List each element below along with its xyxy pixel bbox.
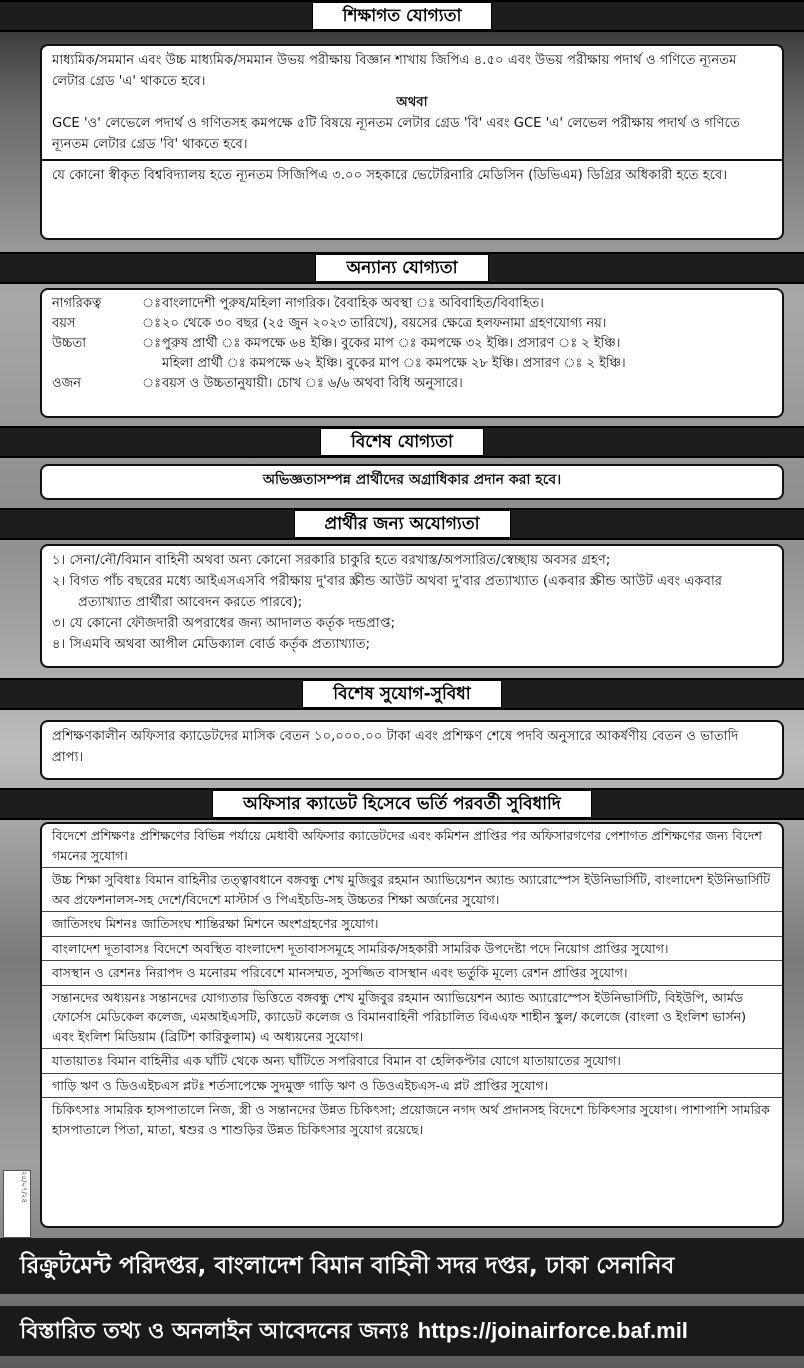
disqual-box [40, 544, 784, 668]
education-box [40, 44, 784, 240]
perks-heading: বিশেষ সুযোগ-সুবিধা [302, 680, 502, 708]
benefit-item: চিকিৎসাঃ সামরিক হাসপাতালে নিজ, স্ত্রী ও সন্তানদের উন্নত চিকিৎসা; প্রয়োজনে নগদ অর্থ প্রদানসহ বিদেশে চিকিৎসার সুযোগ। পাশাপাশি সামরিক হাসপাতালে পিতা, মাতা, শ্বশুর ও শাশুড়ির উন্নত চিকিৎসার সুযোগ রয়েছে। [42, 1097, 782, 1141]
education-gce: GCE 'ও' লেভেলে পদার্থ ও গণিতসহ কমপক্ষে ৫টি বিষয়ে ন্যূনতম লেটার গ্রেড 'বি' এবং GCE 'এ' লেভেল পরীক্ষায় পদার্থ ও গণিতে ন্যূনতম লেটার গ্রেড 'বি' থাকতে হবে। [52, 116, 740, 152]
benefit-item: গাড়ি ঋণ ও ডিওএইচএস প্লটঃ শর্তসাপেক্ষে সুদমুক্ত গাড়ি ঋণ ও ডিওএইচএস-এ প্লট প্রাপ্তির সুযোগ। [42, 1073, 782, 1098]
other-row: মহিলা প্রার্থী ঃ কমপক্ষে ৬২ ইঞ্চি। বুকের মাপ ঃ কমপক্ষে ২৮ ইঞ্চি। প্রসারণ ঃ ২ ইঞ্চি। [162, 356, 626, 371]
special-heading: বিশেষ যোগ্যতা [320, 428, 484, 456]
special-box [40, 464, 784, 500]
list-item: ২। বিগত পাঁচ বছরের মধ্যে আইএসএসবি পরীক্ষায় দু'বার স্ক্রীন্ড আউট অথবা দু'বার প্রত্যাখ্যাত (একবার স্ক্রীন্ড আউট এবং একবার প্রত্যাখ্যাত প্রার্থীরা আবেদন করতে পারবে); [52, 574, 723, 610]
footer-apply-label: বিস্তারিত তথ্য ও অনলাইন আবেদনের জন্যঃ [20, 1319, 411, 1344]
disqual-header [0, 508, 804, 540]
disqual-list [42, 546, 782, 659]
benefits-box [40, 822, 784, 1228]
benefit-item: জাতিসংঘ মিশনঃ জাতিসংঘ শান্তিরক্ষা মিশনে অংশগ্রহণের সুযোগ। [42, 911, 782, 936]
benefit-item: সন্তানদের অধ্যয়নঃ সন্তানদের যোগ্যতার ভিত্তিতে বঙ্গবন্ধু শেখ মুজিবুর রহমান অ্যাভিয়েশন অ্যান্ড অ্যারোস্পেস ইউনিভার্সিটি, বিইউপি, আর্মড ফোর্সেস মেডিকেল কলেজ, এমআইএসটি, ক্যাডেট কলেজ ও বিমানবাহিনী পরিচালিত বিএএফ শাহীন স্কুল/ কলেজে (বাংলা ও ইংলিশ ভার্সন) এবং ইংলিশ মিডিয়াম (ব্রিটিশ কারিকুলাম) এ অধ্যয়নের সুযোগ। [42, 985, 782, 1049]
perks-header [0, 678, 804, 710]
other-table [52, 294, 772, 394]
education-heading: শিক্ষাগত যোগ্যতা [312, 2, 493, 30]
benefit-item: উচ্চ শিক্ষা সুবিধাঃ বিমান বাহিনীর তত্ত্বাবধানে বঙ্গবন্ধু শেখ মুজিবুর রহমান অ্যাভিয়েশন অ্যান্ড অ্যারোস্পেস ইউনিভার্সিটি, বাংলাদেশ ইউনিভার্সিটি অব প্রফেশনালস-সহ দেশে/বিদেশে মাস্টার্স ও পিএইচডি-সহ উচ্চতর শিক্ষা অর্জনের সুযোগ। [42, 867, 782, 911]
list-item: ১। সেনা/নৌ/বিমান বাহিনী অথবা অন্য কোনো সরকারি চাকুরি হতে বরখাস্ত/অপসারিত/স্বেচ্ছায় অবসর গ্রহণ; [52, 553, 611, 568]
other-header [0, 252, 804, 284]
list-item: ৩। যে কোনো ফৌজদারী অপরাধের জন্য আদালত কর্তৃক দন্ডপ্রাপ্ত; [52, 616, 396, 631]
footer-url-link[interactable]: https://joinairforce.baf.mil [417, 1318, 688, 1343]
dfp-stamp: ২৫/০৭/২৪ [3, 1170, 31, 1238]
benefit-item: বাংলাদেশ দূতাবাসঃ বিদেশে অবস্থিত বাংলাদেশ দূতাবাসসমূহে সামরিক/সহকারী সামরিক উপদেষ্টা পদে নিয়োগ প্রাপ্তির সুযোগ। [42, 936, 782, 961]
special-header [0, 426, 804, 458]
benefit-item: যাতায়াতঃ বিমান বাহিনীর এক ঘাঁটি থেকে অন্য ঘাঁটিতে সপরিবারে বিমান বা হেলিকপ্টার যোগে যাতায়াতের সুযোগ। [42, 1048, 782, 1073]
benefit-item: বাসস্থান ও রেশনঃ নিরাপদ ও মনোরম পরিবেশে মানসম্মত, সুসজ্জিত বাসস্থান এবং ভর্তুকি মূল্যে রেশন প্রাপ্তির সুযোগ। [42, 960, 782, 985]
footer-apply [0, 1306, 804, 1356]
other-row: নাগরিকত্ব ঃ বাংলাদেশী পুরুষ/মহিলা নাগরিক। বৈবাহিক অবস্থা ঃ অবিবাহিত/বিবাহিত। [52, 296, 544, 311]
other-heading: অন্যান্য যোগ্যতা [315, 254, 488, 282]
education-header [0, 0, 804, 32]
disqual-heading: প্রার্থীর জন্য অযোগ্যতা [294, 510, 511, 538]
benefits-heading: অফিসার ক্যাডেট হিসেবে ভর্তি পরবর্তী সুবিধাদি [212, 790, 592, 818]
education-dvm: যে কোনো স্বীকৃত বিশ্ববিদ্যালয় হতে ন্যূনতম সিজিপিএ ৩.০০ সহকারে ভেটেরিনারি মেডিসিন (ডিভিএম) ডিগ্রির অধিকারী হতে হবে। [52, 168, 728, 183]
footer-address: রিক্রুটমেন্ট পরিদপ্তর, বাংলাদেশ বিমান বাহিনী সদর দপ্তর, ঢাকা সেনানিব [0, 1238, 804, 1294]
education-ssc-hsc: মাধ্যমিক/সমমান এবং উচ্চ মাধ্যমিক/সমমান উভয় পরীক্ষায় বিজ্ঞান শাখায় জিপিএ ৪.৫০ এবং উভয় পরীক্ষায় পদার্থ ও গণিতে ন্যূনতম লেটার গ্রেড 'এ' থাকতে হবে। [52, 53, 737, 89]
other-box [40, 288, 784, 418]
other-row: ওজন ঃ বয়স ও উচ্চতানুযায়ী। চোখ ঃ ৬/৬ অথবা বিধি অনুসারে। [52, 376, 463, 391]
other-row: উচ্চতা ঃ পুরুষ প্রার্থী ঃ কমপক্ষে ৬৪ ইঞ্চি। বুকের মাপ ঃ কমপক্ষে ৩২ ইঞ্চি। প্রসারণ ঃ ২ ইঞ্চি। [52, 336, 621, 351]
list-item: ৪। সিএমবি অথবা আপীল মেডিক্যাল বোর্ড কর্তৃক প্রত্যাখ্যাত; [52, 637, 371, 652]
benefits-header [0, 788, 804, 820]
perks-box [40, 720, 784, 780]
benefit-item: বিদেশে প্রশিক্ষণঃ প্রশিক্ষণের বিভিন্ন পর্যায়ে মেধাবী অফিসার ক্যাডেটদের এবং কমিশন প্রাপ্তির পর অফিসারগণের পেশাগত প্রশিক্ষণের জন্য বিদেশ গমনের সুযোগ। [52, 828, 762, 863]
perks-text: প্রশিক্ষণকালীন অফিসার ক্যাডেটদের মাসিক বেতন ১০,০০০.০০ টাকা এবং প্রশিক্ষণ শেষে পদবি অনুসারে আকর্ষণীয় বেতন ও ভাতাদি প্রাপ্য। [52, 729, 739, 765]
special-text: অভিজ্ঞতাসম্পন্ন প্রার্থীদের অগ্রাধিকার প্রদান করা হবে। [262, 472, 562, 488]
other-row: বয়স ঃ ২০ থেকে ৩০ বছর (২৫ জুন ২০২৩ তারিখে), বয়সের ক্ষেত্রে হলফনামা গ্রহণযোগ্য নয়। [52, 316, 607, 331]
education-or: অথবা [396, 95, 428, 110]
